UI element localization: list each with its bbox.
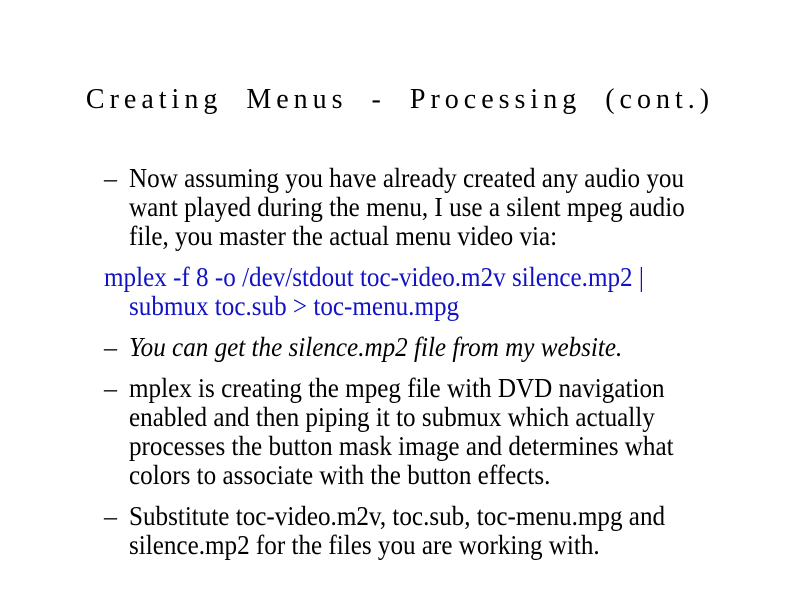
bullet-dash: –	[104, 502, 117, 531]
list-item	[104, 502, 754, 560]
bullet-dash: –	[104, 374, 117, 403]
text-line: processes the button mask image and determines what	[129, 431, 674, 461]
text-line: mplex is creating the mpeg file with DVD navigation	[129, 373, 665, 403]
slide-title: Creating Menus - Processing (cont.)	[85, 84, 715, 115]
bullet-dash: –	[104, 333, 117, 362]
text-line: want played during the menu, I use a silent mpeg audio	[129, 192, 685, 222]
bullet-dash: –	[104, 164, 117, 193]
list-item-text	[129, 164, 754, 251]
list-item-text	[129, 374, 754, 490]
list-item-text	[129, 502, 754, 560]
text-line: Substitute toc-video.m2v, toc.sub, toc-menu.mpg and	[129, 501, 666, 531]
text-line: Now assuming you have already created any audio you	[129, 163, 685, 193]
list-item	[104, 374, 754, 490]
list-item	[104, 333, 754, 362]
text-line: file, you master the actual menu video via:	[129, 221, 558, 251]
slide-body	[104, 164, 754, 572]
code-block-text	[104, 263, 754, 321]
list-item-text	[129, 333, 754, 362]
code-block	[104, 263, 754, 321]
text-line: enabled and then piping it to submux which actually	[129, 402, 655, 432]
code-line: mplex -f 8 -o /dev/stdout toc-video.m2v silence.mp2 |	[104, 262, 644, 292]
text-line: colors to associate with the button effects.	[129, 460, 551, 490]
code-line: submux toc.sub > toc-menu.mpg	[129, 291, 460, 321]
text-line: silence.mp2 for the files you are working with.	[129, 530, 600, 560]
text-line: You can get the silence.mp2 file from my website.	[129, 332, 623, 362]
list-item	[104, 164, 754, 251]
